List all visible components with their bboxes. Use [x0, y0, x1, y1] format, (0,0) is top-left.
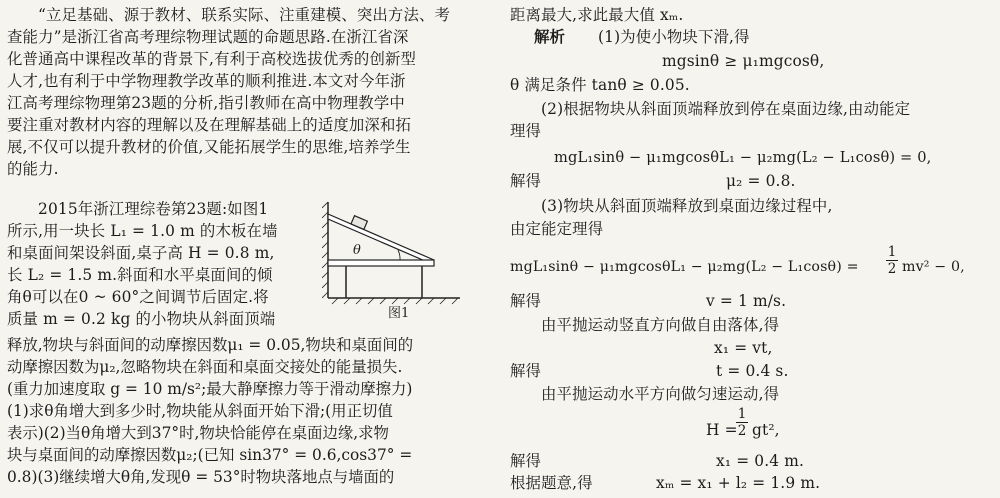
problem-line-2: 所示,用一块长 L₁ = 1.0 m 的木板在墙: [7, 222, 278, 240]
incline-diagram: [322, 198, 464, 316]
part3-line-2: 由定能定理得: [510, 220, 604, 238]
vertical-motion: 由平抛运动竖直方向做自由落体,得: [541, 316, 780, 334]
intro-line-1: “立足基础、源于教材、联系实际、注重建模、突出方法、考: [38, 6, 451, 24]
jiede-label-2: 解得: [510, 292, 542, 310]
figure-1: [322, 198, 464, 320]
floor-hatching: [332, 298, 458, 304]
equation-3-fraction: [886, 244, 898, 277]
equation-5-right: gt²,: [752, 421, 780, 439]
jiede-label-4: 解得: [510, 452, 542, 470]
result-2: μ₂ = 0.8.: [726, 172, 796, 190]
analysis-label: 解析: [534, 28, 566, 46]
problem-line-3: 和桌面间架设斜面,桌子高 H = 0.8 m,: [7, 244, 275, 262]
problem-line-6: 质量 m = 0.2 kg 的小物块从斜面顶端: [7, 310, 276, 328]
part3-line-1: (3)物块从斜面顶端释放到桌面边缘过程中,: [541, 197, 833, 215]
result-3: v = 1 m/s.: [706, 292, 787, 310]
intro-line-5: 江高考理综物理第23题的分析,指引教师在高中物理教学中: [7, 94, 405, 112]
theta-label: θ: [353, 243, 361, 258]
problem-line-8: 动摩擦因数为μ₂,忽略物块在斜面和桌面交接处的能量损失.: [7, 358, 403, 376]
equation-3-right: mv² − 0,: [902, 259, 965, 275]
intro-line-7: 展,不仅可以提升教材的价值,又能拓展学生的思维,培养学生: [7, 138, 411, 156]
problem-line-11: 表示)(2)当θ角增大到37°时,物块恰能停在桌面边缘,求物: [7, 424, 389, 442]
table-top: [328, 260, 434, 266]
problem-line-12: 块与桌面间的动摩擦因数μ₂;(已知 sin37° = 0.6,cos37° =: [7, 446, 413, 464]
condition-1: θ 满足条件 tanθ ≥ 0.05.: [510, 76, 690, 94]
jiede-label-1: 解得: [510, 172, 542, 190]
equation-5-left: H =: [706, 421, 738, 439]
equation-2: mgL₁sinθ − μ₁mgcosθL₁ − μ₂mg(L₂ − L₁cosθ) = 0,: [554, 149, 932, 166]
problem-line-13: 0.8)(3)继续增大θ角,发现θ = 53°时物块落地点与墙面的: [7, 468, 395, 486]
intro-line-8: 的能力.: [7, 160, 59, 178]
part2-line-1: (2)根据物块从斜面顶端释放到停在桌面边缘,由动能定: [541, 100, 911, 118]
figure-caption: 图1: [388, 306, 410, 321]
problem-line-1: 2015年浙江理综卷第23题:如图1: [38, 200, 269, 218]
intro-line-2: 查能力”是浙江省高考理综物理试题的命题思路.在浙江省深: [7, 28, 409, 46]
final-label: 根据题意,得: [510, 474, 593, 492]
problem-line-5: 角θ可以在0 ~ 60°之间调节后固定.将: [7, 288, 269, 306]
problem-continued: 距离最大,求此最大值 xₘ.: [510, 6, 684, 24]
result-4: t = 0.4 s.: [716, 362, 789, 380]
final-equation: xₘ = x₁ + l₂ = 1.9 m.: [656, 474, 821, 492]
incline-board: [328, 214, 434, 264]
problem-line-4: 长 L₂ = 1.5 m.斜面和水平桌面间的倾: [7, 266, 273, 284]
horizontal-motion: 由平抛运动水平方向做匀速运动,得: [541, 385, 780, 403]
part1-intro: (1)为使小物块下滑,得: [598, 28, 750, 46]
jiede-label-3: 解得: [510, 362, 542, 380]
result-5: x₁ = 0.4 m.: [716, 452, 805, 470]
equation-3-numerator: 1: [887, 244, 897, 260]
problem-line-7: 释放,物块与斜面间的动摩擦因数μ₁ = 0.05,物块和桌面间的: [7, 336, 414, 354]
wall-hatching: [322, 202, 328, 298]
equation-4: x₁ = vt,: [714, 339, 773, 357]
equation-1: mgsinθ ≥ μ₁mgcosθ,: [662, 52, 825, 70]
equation-5-fraction: [736, 406, 748, 439]
intro-line-3: 化普通高中课程改革的背景下,有利于高校选拔优秀的创新型: [7, 50, 417, 68]
equation-3-denominator: 2: [887, 261, 897, 277]
intro-line-6: 要注重对教材内容的理解以及在理解基础上的适度加深和拓: [7, 116, 412, 134]
angle-arc: [398, 250, 400, 260]
equation-5-denominator: 2: [737, 423, 747, 439]
problem-line-10: (1)求θ角增大到多少时,物块能从斜面开始下滑;(用正切值: [7, 402, 393, 420]
part2-line-2: 理得: [510, 122, 542, 140]
equation-5-numerator: 1: [737, 406, 747, 422]
intro-line-4: 人才,也有利于中学物理教学改革的顺利推进.本文对今年浙: [7, 72, 406, 90]
equation-3-left: mgL₁sinθ − μ₁mgcosθL₁ − μ₂mg(L₂ − L₁cosθ) =: [510, 259, 859, 275]
problem-line-9: (重力加速度取 g = 10 m/s²;最大静摩擦力等于滑动摩擦力): [7, 380, 413, 398]
